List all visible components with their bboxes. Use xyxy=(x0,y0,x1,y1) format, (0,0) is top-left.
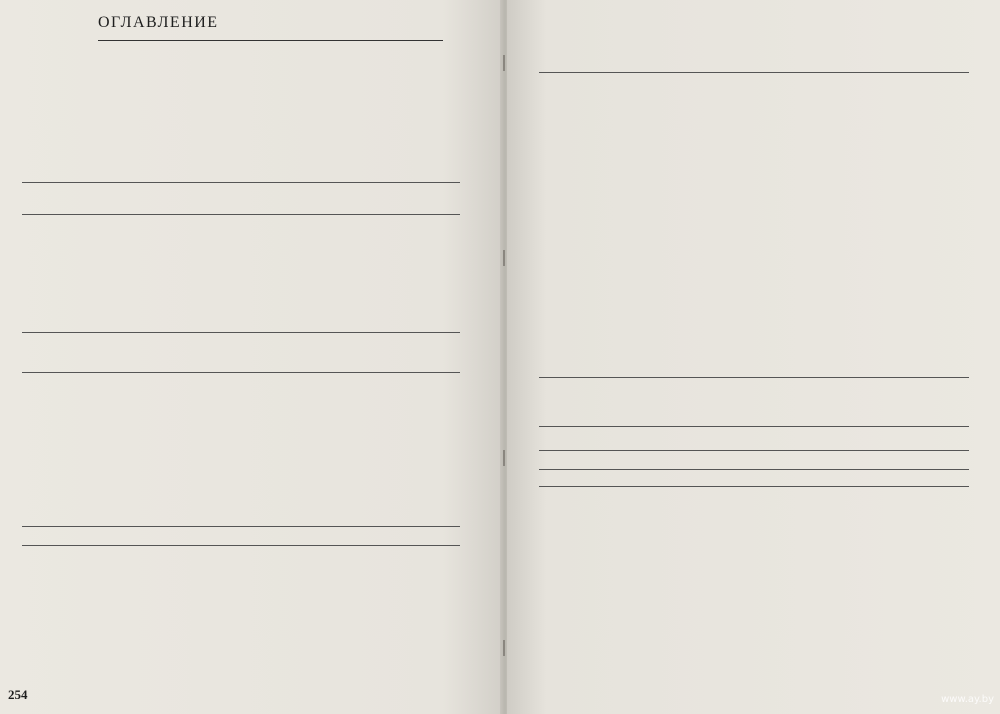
section-entry xyxy=(22,487,460,498)
section-entry xyxy=(582,288,970,299)
leader-dots xyxy=(25,336,439,346)
separator-line xyxy=(539,426,969,427)
leader-dots xyxy=(25,465,439,475)
leader-dots xyxy=(585,288,949,298)
section-entry xyxy=(22,612,460,623)
leader-dots xyxy=(553,492,949,502)
watermark: www.ay.by xyxy=(941,694,994,705)
leader-dots xyxy=(585,155,949,165)
section-entry xyxy=(22,509,460,520)
leader-dots xyxy=(25,269,439,279)
binding-stitch xyxy=(503,250,505,266)
binding-stitch xyxy=(503,55,505,71)
section-entry xyxy=(582,277,970,288)
leader-dots xyxy=(553,475,949,485)
right-page xyxy=(507,0,1000,714)
section-entry xyxy=(550,99,970,110)
section-entry xyxy=(22,302,460,313)
part-label-page xyxy=(907,387,969,398)
leader-dots xyxy=(25,280,439,290)
section-entry xyxy=(22,635,460,646)
separator-line xyxy=(539,469,969,470)
chapter-entry xyxy=(550,436,970,447)
leader-dots xyxy=(569,343,949,353)
section-entry xyxy=(22,313,460,324)
leader-dots xyxy=(569,121,949,131)
chapter-entry xyxy=(550,456,970,467)
leader-dots xyxy=(25,658,439,668)
separator-line xyxy=(539,72,969,73)
chapter-entry xyxy=(22,336,460,347)
section-entry xyxy=(22,624,460,635)
section-entry xyxy=(22,601,460,612)
section-entry xyxy=(22,357,460,368)
leader-dots xyxy=(910,416,948,426)
section-entry xyxy=(566,143,970,154)
leader-dots xyxy=(585,266,949,276)
leader-dots xyxy=(25,454,439,464)
separator-line xyxy=(22,214,460,215)
section-entry xyxy=(566,232,970,243)
section-entry xyxy=(597,365,970,376)
section-entry xyxy=(22,421,460,432)
leader-dots xyxy=(25,624,439,634)
leader-dots xyxy=(25,578,439,588)
chapter-entry xyxy=(550,492,970,503)
separator-line xyxy=(539,450,969,451)
leader-dots xyxy=(910,35,948,45)
leader-dots xyxy=(403,115,439,125)
chapter-entry xyxy=(22,220,460,231)
leader-dots xyxy=(25,302,439,312)
chapter-entry xyxy=(22,562,460,573)
section-entry xyxy=(22,236,460,247)
leader-dots xyxy=(35,92,439,102)
chapter-entry xyxy=(22,199,460,210)
leader-dots xyxy=(569,199,949,209)
separator-line xyxy=(22,526,460,527)
section-entry xyxy=(566,121,970,132)
leader-dots xyxy=(585,243,949,253)
section-entry xyxy=(582,266,970,277)
section-entry xyxy=(566,110,970,121)
section-entry xyxy=(22,465,460,476)
section-entry xyxy=(22,410,460,421)
toc-heading: ОГЛАВЛЕНИЕ xyxy=(98,14,219,31)
leader-dots xyxy=(25,498,439,508)
chapter-entry xyxy=(22,530,460,541)
leader-dots xyxy=(25,476,439,486)
leader-dots xyxy=(553,512,949,522)
leader-dots xyxy=(600,365,949,375)
part-label-page xyxy=(400,115,460,126)
section-entry xyxy=(566,210,970,221)
section-entry xyxy=(22,646,460,657)
leader-dots xyxy=(25,601,439,611)
section-entry xyxy=(566,343,970,354)
leader-dots xyxy=(25,589,439,599)
chapter-entry xyxy=(550,475,970,486)
leader-dots xyxy=(25,291,439,301)
leader-dots xyxy=(25,421,439,431)
separator-line xyxy=(22,372,460,373)
section-entry xyxy=(22,432,460,443)
chapter-entry xyxy=(22,166,460,177)
section-entry xyxy=(582,166,970,177)
leader-dots xyxy=(553,436,949,446)
leader-dots xyxy=(25,166,439,176)
section-entry xyxy=(22,269,460,280)
leader-dots xyxy=(553,531,949,541)
leader-dots xyxy=(553,332,949,342)
leader-dots xyxy=(569,177,949,187)
section-entry xyxy=(22,247,460,258)
separator-line xyxy=(539,486,969,487)
chapter-entry xyxy=(22,390,460,401)
leader-dots xyxy=(25,509,439,519)
section-entry xyxy=(22,578,460,589)
section-entry xyxy=(582,243,970,254)
chapter-entry xyxy=(550,88,970,99)
section-entry xyxy=(582,310,970,321)
leader-dots xyxy=(25,612,439,622)
leader-dots xyxy=(553,99,949,109)
leader-dots xyxy=(25,487,439,497)
leader-dots xyxy=(553,88,949,98)
back-matter-entry xyxy=(550,512,970,523)
section-entry xyxy=(22,280,460,291)
leader-dots xyxy=(25,390,439,400)
leader-dots xyxy=(553,456,949,466)
leader-dots xyxy=(553,221,949,231)
leader-dots xyxy=(585,277,949,287)
section-entry xyxy=(582,254,970,265)
section-entry xyxy=(22,291,460,302)
section-entry xyxy=(550,188,970,199)
leader-dots xyxy=(585,166,949,176)
leader-dots xyxy=(25,530,439,540)
leader-dots xyxy=(569,299,949,309)
leader-dots xyxy=(569,143,949,153)
section-entry xyxy=(550,132,970,143)
section-entry xyxy=(22,658,460,669)
separator-line xyxy=(22,182,460,183)
leader-dots xyxy=(569,110,949,120)
separator-line xyxy=(22,332,460,333)
binding-stitch xyxy=(503,640,505,656)
leader-dots xyxy=(910,387,948,397)
leader-dots xyxy=(585,310,949,320)
leader-dots xyxy=(25,562,439,572)
section-entry xyxy=(566,177,970,188)
leader-dots xyxy=(600,377,949,387)
section-entry xyxy=(582,155,970,166)
heading-rule xyxy=(98,40,443,41)
leader-dots xyxy=(25,410,439,420)
leader-dots xyxy=(569,210,949,220)
part-title-page xyxy=(400,148,460,159)
section-entry xyxy=(22,669,460,680)
leader-dots xyxy=(585,254,949,264)
section-entry xyxy=(22,476,460,487)
section-entry xyxy=(597,377,970,388)
leader-dots xyxy=(910,62,948,72)
leader-dots xyxy=(25,635,439,645)
leader-dots xyxy=(569,232,949,242)
section-entry xyxy=(22,589,460,600)
leader-dots xyxy=(25,313,439,323)
section-entry xyxy=(582,354,970,365)
section-entry xyxy=(550,221,970,232)
leader-dots xyxy=(585,321,949,331)
leader-dots xyxy=(553,132,949,142)
toc-entry-preface xyxy=(32,92,460,103)
leader-dots xyxy=(553,188,949,198)
leader-dots xyxy=(25,247,439,257)
section-entry xyxy=(582,321,970,332)
leader-dots xyxy=(25,357,439,367)
section-entry xyxy=(22,443,460,454)
separator-line xyxy=(539,377,969,378)
leader-dots xyxy=(25,432,439,442)
leader-dots xyxy=(25,646,439,656)
leader-dots xyxy=(25,443,439,453)
section-entry xyxy=(22,498,460,509)
leader-dots xyxy=(25,199,439,209)
part-label-page xyxy=(907,35,969,46)
back-matter-entry xyxy=(550,531,970,542)
leader-dots xyxy=(25,220,439,230)
section-entry xyxy=(566,299,970,310)
page-number: 254 xyxy=(8,687,28,702)
binding-stitch xyxy=(503,450,505,466)
leader-dots xyxy=(25,669,439,679)
section-entry xyxy=(550,332,970,343)
leader-dots xyxy=(403,148,439,158)
leader-dots xyxy=(585,354,949,364)
section-entry xyxy=(22,454,460,465)
separator-line xyxy=(22,545,460,546)
section-entry xyxy=(566,199,970,210)
leader-dots xyxy=(25,236,439,246)
